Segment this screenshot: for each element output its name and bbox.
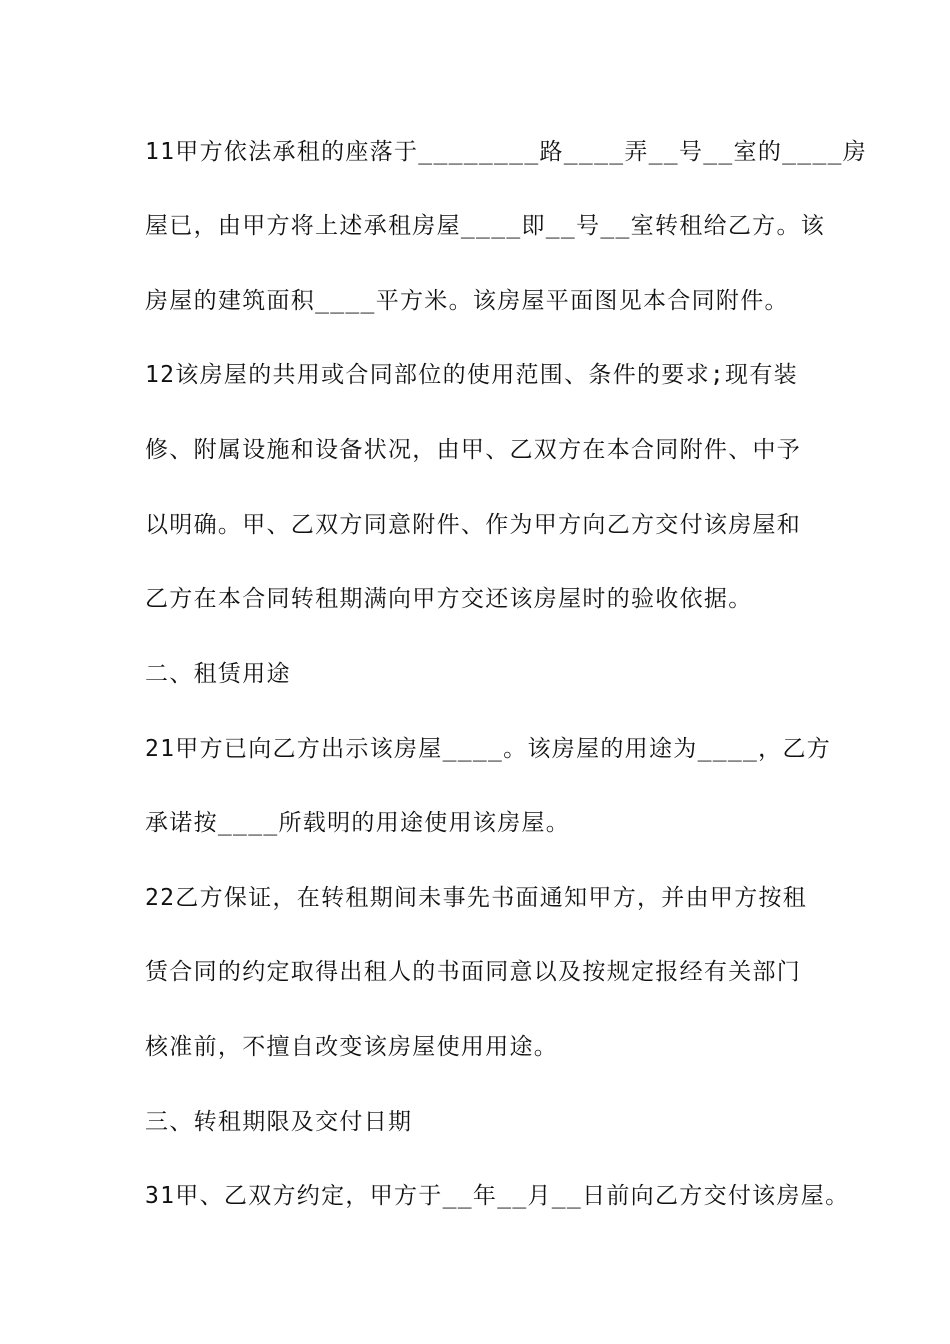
text-line: 22乙方保证，在转租期间未事先书面通知甲方，并由甲方按租	[145, 885, 808, 911]
text-line: 承诺按____所载明的用途使用该房屋。	[145, 810, 571, 836]
text-line: 修、附属设施和设备状况，由甲、乙双方在本合同附件、中予	[145, 437, 802, 463]
section-heading: 三、转租期限及交付日期	[145, 1109, 413, 1135]
text-line: 12该房屋的共用或合同部位的使用范围、条件的要求;现有装	[145, 362, 798, 388]
text-line: 11甲方依法承租的座落于________路____弄__号__室的____房	[145, 139, 868, 165]
text-line: 屋已，由甲方将上述承租房屋____即__号__室转租给乙方。该	[145, 213, 826, 239]
section-heading: 二、租赁用途	[145, 661, 291, 687]
text-line: 乙方在本合同转租期满向甲方交还该房屋时的验收依据。	[145, 586, 753, 612]
text-line: 31甲、乙双方约定，甲方于__年__月__日前向乙方交付该房屋。	[145, 1183, 850, 1209]
text-line: 21甲方已向乙方出示该房屋____。该房屋的用途为____，乙方	[145, 736, 832, 762]
text-line: 核准前，不擅自改变该房屋使用用途。	[145, 1034, 559, 1060]
text-line: 以明确。甲、乙双方同意附件、作为甲方向乙方交付该房屋和	[145, 512, 802, 538]
text-line: 房屋的建筑面积____平方米。该房屋平面图见本合同附件。	[145, 288, 789, 314]
text-line: 赁合同的约定取得出租人的书面同意以及按规定报经有关部门	[145, 959, 802, 985]
